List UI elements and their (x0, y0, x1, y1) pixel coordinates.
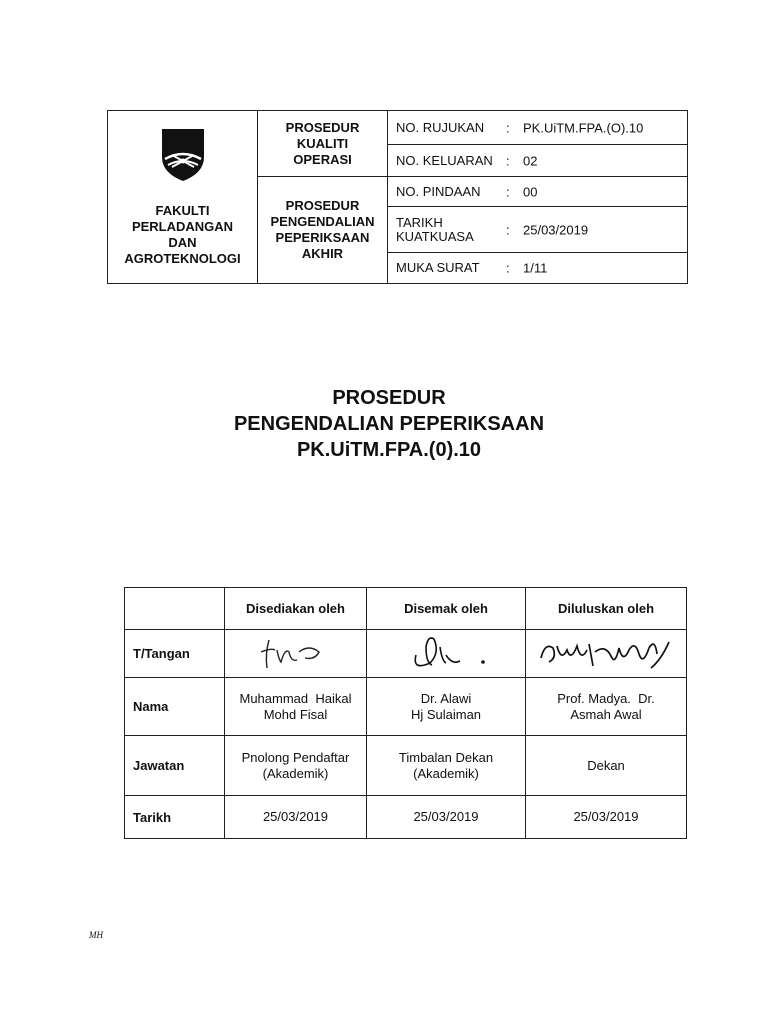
approval-corner-cell (125, 588, 225, 630)
document-title: PROSEDUR PENGENDALIAN PEPERIKSAAN PK.UiTM.FPA.(0).10 (233, 387, 545, 461)
procedure-type: PROSEDUR KUALITI OPERASI (258, 111, 388, 177)
university-crest-icon (160, 127, 206, 183)
name-preparer: Muhammad Haikal Mohd Fisal (225, 678, 367, 736)
footer-initials: MH (89, 930, 103, 940)
signature-reviewer-mark (386, 633, 506, 675)
col-disemak: Disemak oleh (367, 588, 526, 630)
row-label-tarikh: Tarikh (125, 796, 225, 839)
row-label-jawatan: Jawatan (125, 736, 225, 796)
signature-approver-mark (531, 632, 681, 676)
field-no-pindaan: NO. PINDAAN : 00 (388, 177, 688, 207)
name-reviewer: Dr. Alawi Hj Sulaiman (367, 678, 526, 736)
signature-approver (526, 630, 687, 678)
faculty-cell (108, 111, 258, 284)
procedure-name: PROSEDUR PENGENDALIAN PEPERIKSAAN AKHIR (258, 177, 388, 284)
signature-preparer (225, 630, 367, 678)
row-label-nama: Nama (125, 678, 225, 736)
date-preparer: 25/03/2019 (225, 796, 367, 839)
position-preparer: Pnolong Pendaftar (Akademik) (225, 736, 367, 796)
row-label-tandatangan: T/Tangan (125, 630, 225, 678)
col-diluluskan: Diluluskan oleh (526, 588, 687, 630)
name-approver: Prof. Madya. Dr. Asmah Awal (526, 678, 687, 736)
faculty-name: FAKULTI PERLADANGAN DAN AGROTEKNOLOGI (124, 203, 241, 266)
field-tarikh-kuatkuasa: TARIKH KUATKUASA : 25/03/2019 (388, 207, 688, 253)
field-no-rujukan: NO. RUJUKAN : PK.UiTM.FPA.(O).10 (388, 111, 688, 145)
position-reviewer: Timbalan Dekan (Akademik) (367, 736, 526, 796)
signature-reviewer (367, 630, 526, 678)
field-no-keluaran: NO. KELUARAN : 02 (388, 145, 688, 177)
approval-table (124, 587, 687, 839)
col-disediakan: Disediakan oleh (225, 588, 367, 630)
header-table (107, 110, 688, 284)
signature-preparer-mark (251, 634, 341, 674)
date-reviewer: 25/03/2019 (367, 796, 526, 839)
field-muka-surat: MUKA SURAT : 1/11 (388, 253, 688, 284)
position-approver: Dekan (526, 736, 687, 796)
date-approver: 25/03/2019 (526, 796, 687, 839)
